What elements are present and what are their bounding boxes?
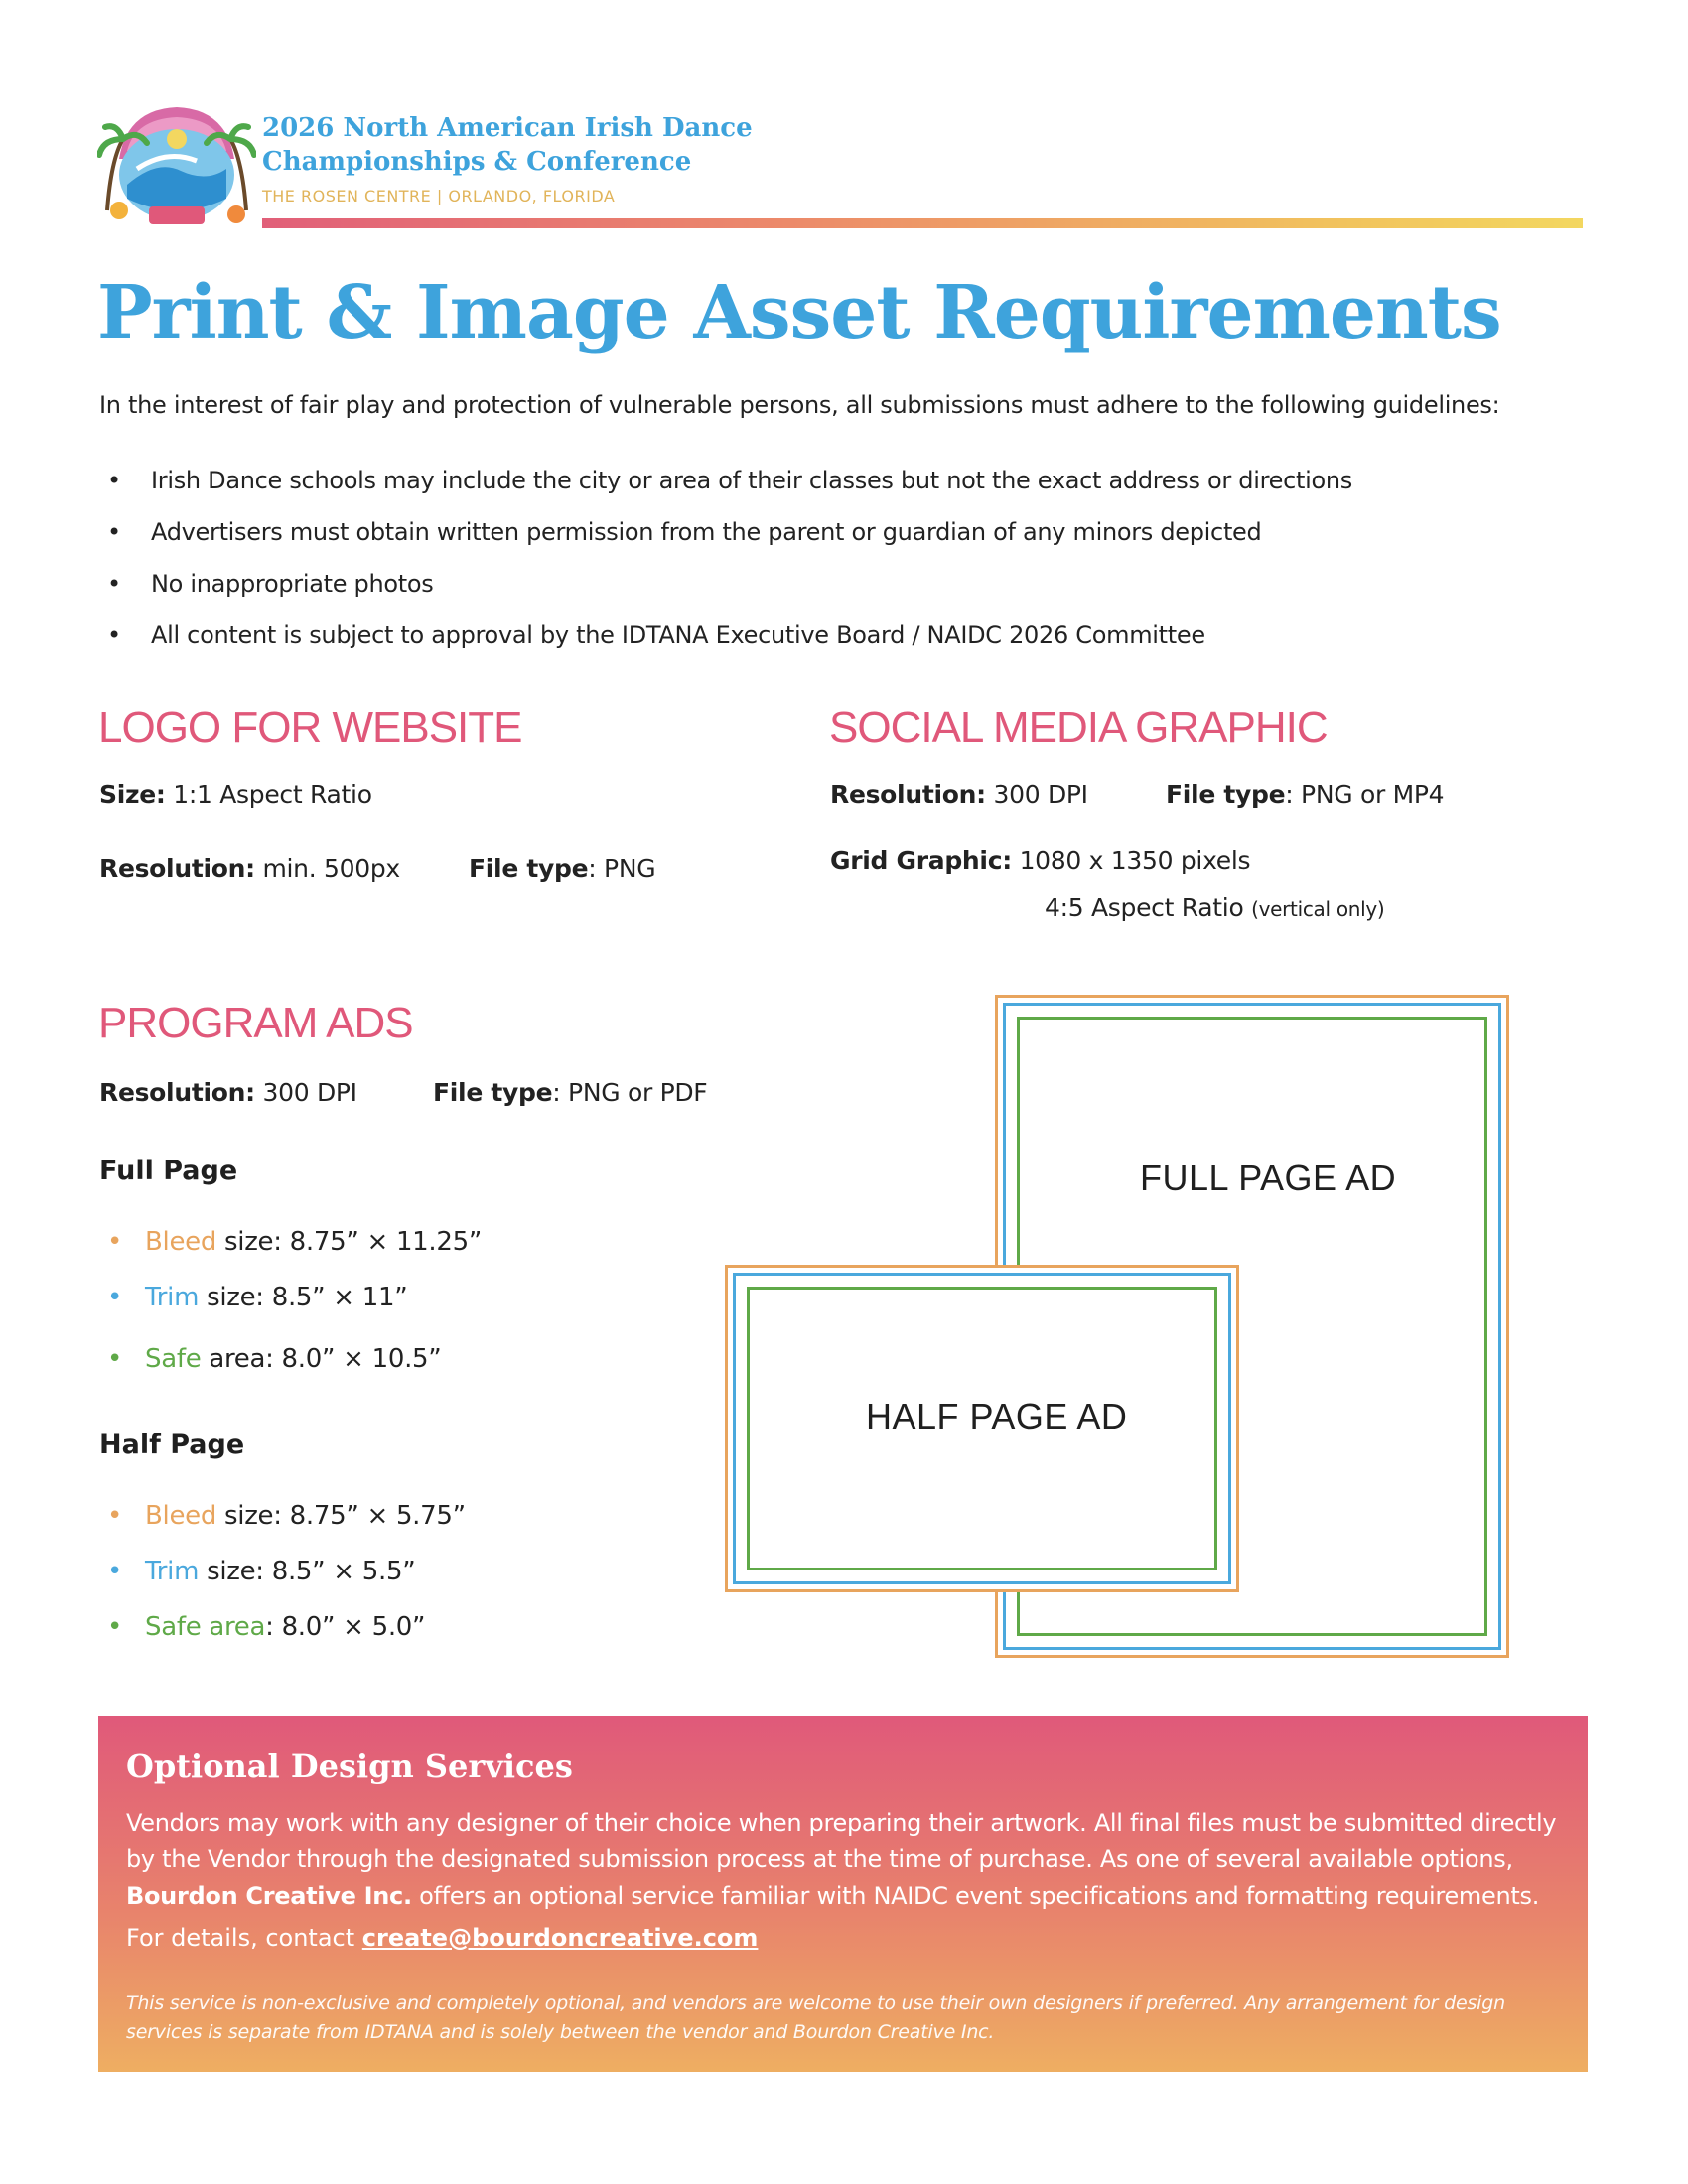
social-grid: [830, 846, 1250, 875]
design-services-note: This service is non-exclusive and completely optional, and vendors are welcome to use their own designers if preferred. Any arrangement for design services is separate from IDTANA and is solely between the vendor and Bourdon Creative Inc.: [126, 1992, 1505, 2043]
design-services-title: Optional Design Services: [126, 1747, 573, 1785]
design-services-contact: [126, 1924, 758, 1952]
half-bleed-size: size: 8.75” × 5.75”: [216, 1501, 466, 1531]
event-venue: THE ROSEN CENTRE | ORLANDO, FLORIDA: [262, 187, 616, 205]
social-resolution-label: Resolution:: [830, 780, 986, 809]
social-grid-value: 1080 x 1350 pixels: [1019, 846, 1251, 875]
full-safe-size: area: 8.0” × 10.5”: [201, 1344, 442, 1374]
program-resolution-value: 300 DPI: [262, 1078, 357, 1107]
social-resolution: [830, 780, 1088, 809]
half-trim-size: size: 8.5” × 5.5”: [199, 1557, 416, 1586]
half-page-heading: Half Page: [99, 1430, 245, 1460]
guideline-text: No inappropriate photos: [151, 570, 434, 598]
full-page-trim: [107, 1283, 407, 1312]
bullet-icon: •: [107, 1227, 123, 1257]
half-page-safe: [107, 1612, 425, 1642]
full-page-safe: [107, 1344, 441, 1374]
list-item: [107, 610, 1352, 661]
event-title-line2: Championships & Conference: [262, 147, 692, 177]
logo-resolution-label: Resolution:: [99, 854, 255, 883]
logo-filetype-value: : PNG: [588, 854, 656, 883]
page-title: Print & Image Asset Requirements: [97, 270, 1501, 355]
bullet-icon: •: [107, 570, 121, 598]
safe-word: Safe area: [145, 1612, 266, 1642]
bullet-icon: •: [107, 1283, 123, 1312]
design-services-text: [126, 1805, 1566, 1915]
logo-resolution-value: min. 500px: [262, 854, 400, 883]
half-safe-size: : 8.0” × 5.0”: [265, 1612, 426, 1642]
program-filetype-label: File type: [433, 1078, 553, 1107]
social-resolution-value: 300 DPI: [993, 780, 1088, 809]
logo-size-value: 1:1 Aspect Ratio: [173, 780, 372, 809]
design-services-text-2: offers an optional service familiar with NAIDC event specifications and formatting requirements.: [419, 1882, 1540, 1910]
bullet-icon: •: [107, 1557, 123, 1586]
guideline-text: Advertisers must obtain written permission from the parent or guardian of any minors depicted: [151, 518, 1262, 546]
trim-word: Trim: [145, 1283, 200, 1312]
program-filetype-value: : PNG or PDF: [552, 1078, 708, 1107]
bullet-icon: •: [107, 518, 121, 546]
championships-logo-icon: [97, 99, 256, 238]
social-grid-label: Grid Graphic:: [830, 846, 1012, 875]
event-title: [262, 111, 858, 179]
bullet-icon: •: [107, 1344, 123, 1374]
design-services-text-1: Vendors may work with any designer of their choice when preparing their artwork. All final files must be submitted directly by the Vendor through the designated submission process at the time of purchase. As one of several available options,: [126, 1809, 1557, 1873]
half-page-bleed: [107, 1501, 466, 1531]
logo-size-label: Size:: [99, 780, 166, 809]
social-aspect-note: (vertical only): [1251, 897, 1385, 921]
logo-section-heading: LOGO FOR WEBSITE: [98, 703, 522, 751]
social-filetype-value: : PNG or MP4: [1285, 780, 1445, 809]
social-section-heading: SOCIAL MEDIA GRAPHIC: [829, 703, 1328, 751]
safe-word: Safe: [145, 1344, 202, 1374]
bullet-icon: •: [107, 1501, 123, 1531]
social-filetype: [1166, 780, 1444, 809]
guideline-text: Irish Dance schools may include the city or area of their classes but not the exact address or directions: [151, 467, 1352, 494]
full-bleed-size: size: 8.75” × 11.25”: [216, 1227, 483, 1257]
contact-prefix: For details, contact: [126, 1924, 355, 1952]
social-filetype-label: File type: [1166, 780, 1286, 809]
social-aspect-value: 4:5 Aspect Ratio: [1045, 893, 1244, 922]
program-resolution: [99, 1078, 357, 1107]
guideline-text: All content is subject to approval by the IDTANA Executive Board / NAIDC 2026 Committee: [151, 621, 1205, 649]
full-page-bleed: [107, 1227, 482, 1257]
bullet-icon: •: [107, 1612, 123, 1642]
program-resolution-label: Resolution:: [99, 1078, 255, 1107]
program-filetype: [433, 1078, 707, 1107]
logo-filetype: [469, 854, 655, 883]
half-page-trim: [107, 1557, 415, 1586]
bullet-icon: •: [107, 621, 121, 649]
guidelines-list: [107, 455, 1352, 661]
contact-email-link[interactable]: create@bourdoncreative.com: [361, 1924, 759, 1952]
full-page-ad-label: FULL PAGE AD: [1140, 1158, 1397, 1198]
bullet-icon: •: [107, 467, 121, 494]
half-page-ad-label: HALF PAGE AD: [866, 1396, 1128, 1436]
event-title-line1: 2026 North American Irish Dance: [262, 113, 753, 143]
social-aspect: [1045, 893, 1384, 922]
logo-filetype-label: File type: [469, 854, 589, 883]
program-section-heading: PROGRAM ADS: [98, 999, 413, 1047]
header-gradient-rule: [262, 218, 1583, 228]
full-trim-size: size: 8.5” × 11”: [199, 1283, 408, 1312]
list-item: [107, 558, 1352, 610]
logo-size: [99, 780, 372, 809]
list-item: [107, 455, 1352, 506]
bleed-word: Bleed: [145, 1227, 217, 1257]
company-name: Bourdon Creative Inc.: [126, 1882, 412, 1910]
full-page-heading: Full Page: [99, 1156, 238, 1186]
bleed-word: Bleed: [145, 1501, 217, 1531]
trim-word: Trim: [145, 1557, 200, 1586]
intro-text: In the interest of fair play and protection of vulnerable persons, all submissions must adhere to the following guidelines:: [99, 391, 1500, 419]
logo-resolution: [99, 854, 400, 883]
list-item: [107, 506, 1352, 558]
